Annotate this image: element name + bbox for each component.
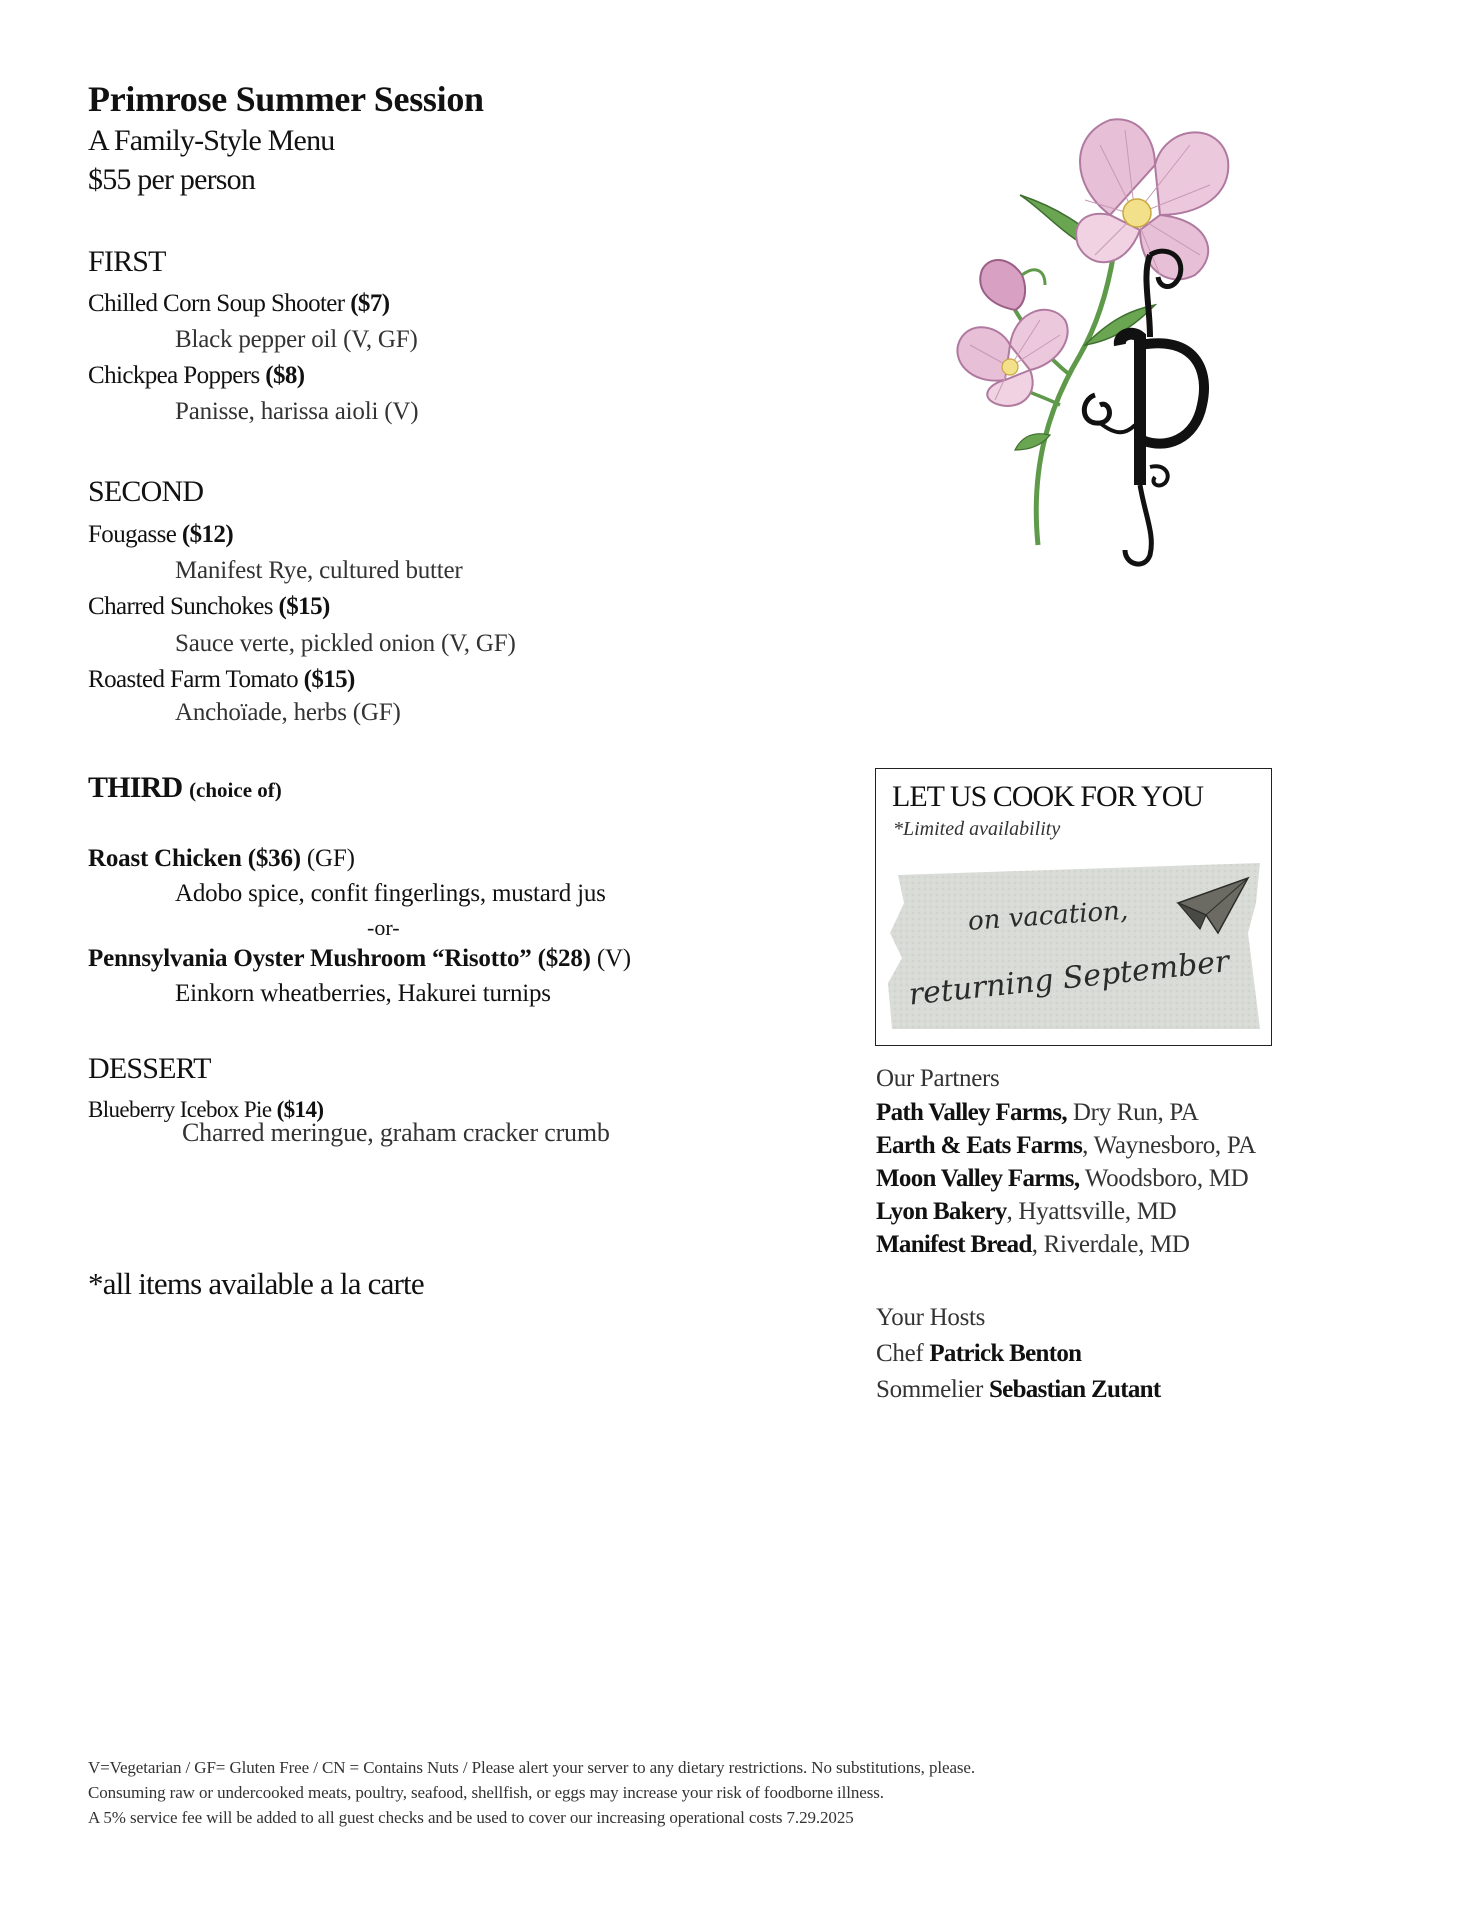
hosts-heading: Your Hosts <box>876 1304 986 1331</box>
menu-item <box>88 362 305 390</box>
heading-text: THIRD <box>88 771 183 804</box>
item-name: Fougasse <box>88 521 182 548</box>
item-name: Charred Sunchokes <box>88 593 279 620</box>
section-first-heading: FIRST <box>88 245 166 278</box>
footer-dietary-note: V=Vegetarian / GF= Gluten Free / CN = Contains Nuts / Please alert your server to any dietary restrictions. No substitutions, please. <box>88 1758 976 1777</box>
item-price: ($7) <box>350 290 390 317</box>
menu-item <box>88 845 355 873</box>
menu-item <box>88 666 355 694</box>
or-divider: -or- <box>367 915 400 940</box>
menu-title: Primrose Summer Session <box>88 79 484 119</box>
host-role: Chef <box>876 1340 930 1367</box>
item-description: Adobo spice, confit fingerlings, mustard jus <box>175 880 606 907</box>
partner-item <box>876 1198 1176 1226</box>
item-tag: (GF) <box>300 845 355 872</box>
tape-line-2: returning September <box>907 944 1231 1013</box>
partner-name: Path Valley Farms, <box>876 1099 1067 1126</box>
item-name: Pennsylvania Oyster Mushroom “Risotto” <box>88 945 538 972</box>
section-second-heading: SECOND <box>88 475 204 508</box>
item-price: ($15) <box>303 666 355 693</box>
partners-heading: Our Partners <box>876 1065 1000 1092</box>
item-name: Chilled Corn Soup Shooter <box>88 290 351 317</box>
footer-health-warning: Consuming raw or undercooked meats, poultry, seafood, shellfish, or eggs may increase your risk of foodborne illness. <box>88 1783 884 1802</box>
partner-item <box>876 1231 1190 1259</box>
item-price: ($36) <box>247 845 301 872</box>
item-description: Anchoïade, herbs (GF) <box>175 699 401 726</box>
cook-title: LET US COOK FOR YOU <box>892 780 1204 813</box>
partner-location: Dry Run, PA <box>1066 1099 1199 1126</box>
partner-name: Moon Valley Farms, <box>876 1165 1080 1192</box>
partner-name: Earth & Eats Farms <box>876 1132 1083 1159</box>
host-name: Patrick Benton <box>929 1340 1082 1367</box>
host-item <box>876 1340 1081 1368</box>
cook-subtitle: *Limited availability <box>893 818 1061 840</box>
partner-location: , Riverdale, MD <box>1031 1231 1190 1258</box>
partner-item <box>876 1132 1256 1160</box>
menu-item <box>88 521 233 549</box>
item-price: ($8) <box>265 362 305 389</box>
primrose-flower-icon <box>910 105 1240 575</box>
item-description: Einkorn wheatberries, Hakurei turnips <box>175 980 551 1007</box>
menu-subtitle: A Family-Style Menu <box>88 124 335 157</box>
item-price: ($12) <box>181 521 234 548</box>
item-name: Chickpea Poppers <box>88 362 266 389</box>
footer-service-fee: A 5% service fee will be added to all guest checks and be used to cover our increasing operational costs 7.29.2025 <box>88 1808 854 1827</box>
partner-location: , Hyattsville, MD <box>1006 1198 1177 1225</box>
item-name: Roast Chicken <box>88 845 248 872</box>
item-description: Manifest Rye, cultured butter <box>175 557 463 584</box>
item-price: ($14) <box>276 1097 324 1122</box>
item-tag: (V) <box>590 945 631 972</box>
host-item <box>876 1376 1160 1404</box>
section-third-heading <box>88 771 282 805</box>
menu-item <box>88 945 631 973</box>
partner-location: , Waynesboro, PA <box>1082 1132 1256 1159</box>
menu-item <box>88 593 330 621</box>
item-name: Blueberry Icebox Pie <box>88 1097 277 1122</box>
partner-name: Lyon Bakery <box>876 1198 1007 1225</box>
choice-note: (choice of) <box>189 778 282 802</box>
host-name: Sebastian Zutant <box>988 1376 1161 1403</box>
menu-item <box>88 290 389 318</box>
item-description: Panisse, harissa aioli (V) <box>175 398 419 425</box>
partner-name: Manifest Bread <box>876 1231 1032 1258</box>
tape-line-1: on vacation, <box>967 895 1130 937</box>
vacation-tape-image <box>888 863 1260 1029</box>
partner-item <box>876 1099 1199 1127</box>
item-description: Charred meringue, graham cracker crumb <box>182 1118 610 1147</box>
a-la-carte-note: *all items available a la carte <box>88 1266 424 1301</box>
item-description: Black pepper oil (V, GF) <box>175 326 418 353</box>
partner-item <box>876 1165 1248 1193</box>
item-price: ($15) <box>278 593 330 620</box>
menu-price: $55 per person <box>88 163 256 196</box>
item-name: Roasted Farm Tomato <box>88 666 304 693</box>
item-description: Sauce verte, pickled onion (V, GF) <box>175 630 516 657</box>
host-role: Sommelier <box>876 1376 989 1403</box>
partner-location: Woodsboro, MD <box>1079 1165 1249 1192</box>
item-price: ($28) <box>537 945 591 972</box>
section-dessert-heading: DESSERT <box>88 1052 211 1085</box>
